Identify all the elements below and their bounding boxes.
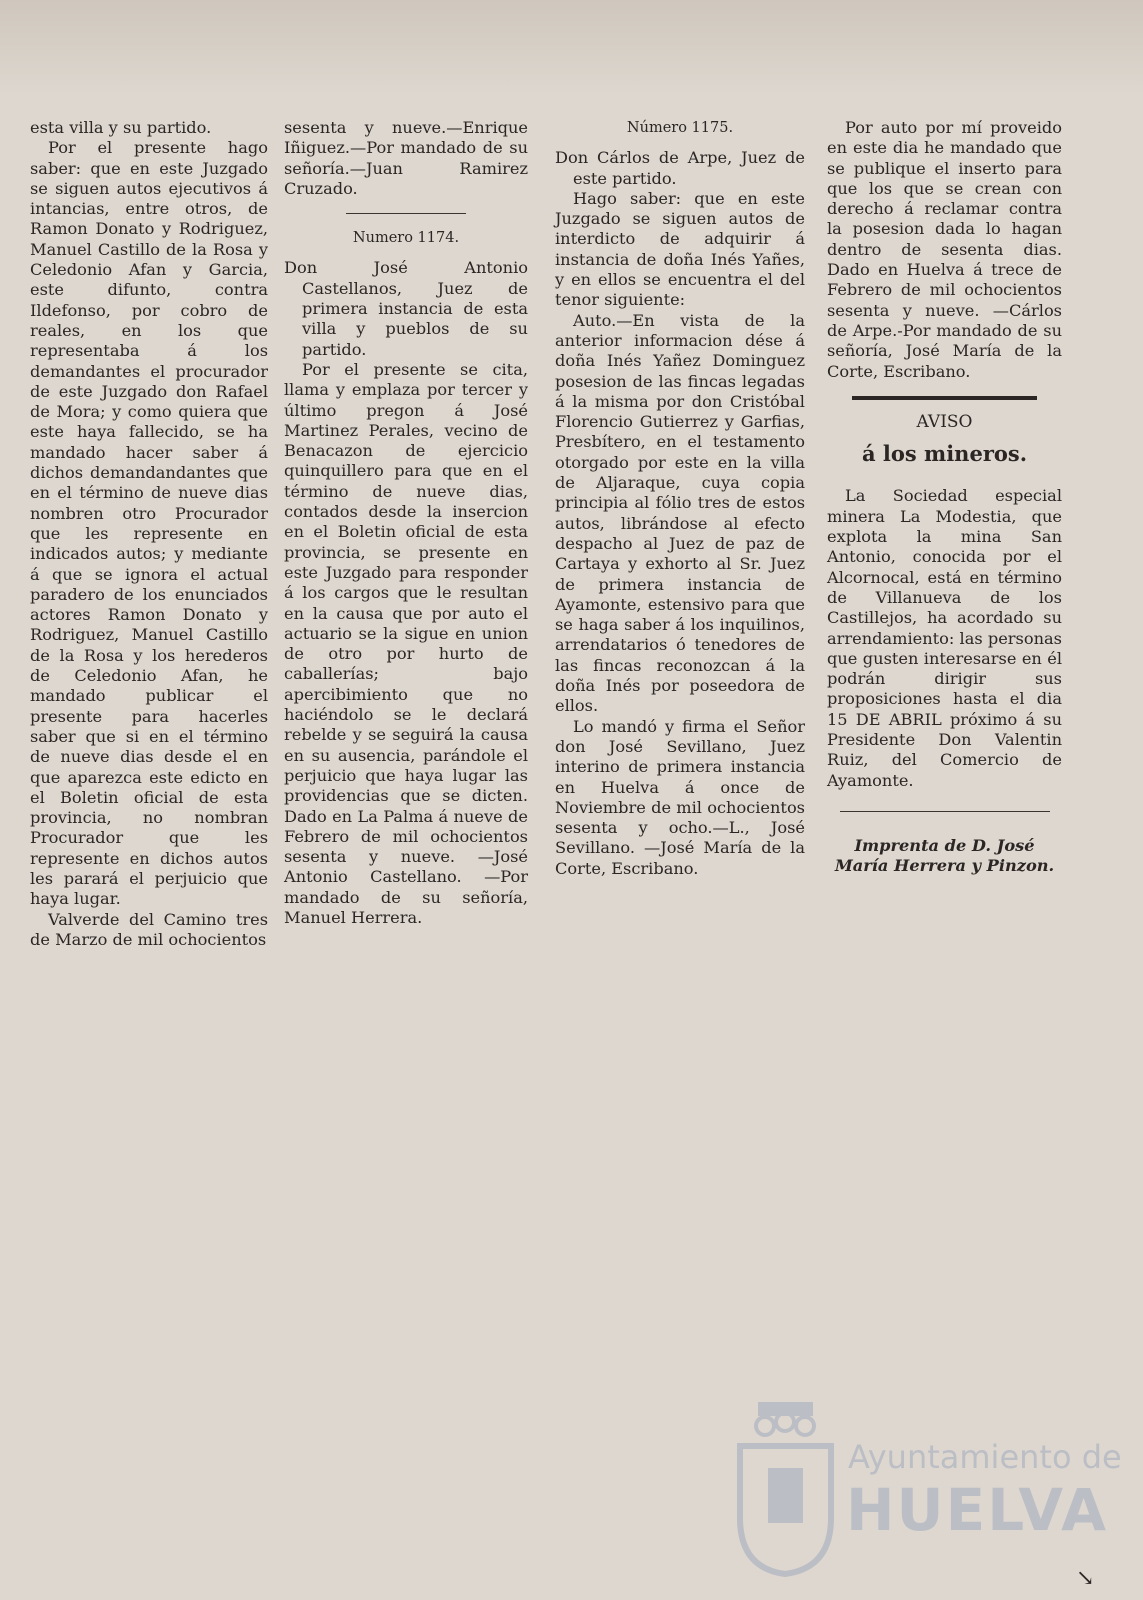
notice-number: Numero 1174. [352,230,460,247]
divider [840,811,1050,812]
paragraph: Por auto por mí proveido en este dia he mandado que se publique el inserto para que los que se crean con derecho á reclamar contra la posesion dada lo hagan dentro de sesenta dias. Dado en Huelva á trece de Febrero de mil ochocientos sesenta y nueve. —Cárlos de Arpe.-Por mandado de su señoría, José María de la Corte, Escribano. [827,118,1062,381]
page-corner-mark: ↘ [1076,1566,1095,1591]
notice-heading: Don Cárlos de Arpe, Juez de este partido. [555,148,805,188]
paragraph: Por el presente se cita, llama y emplaza por tercer y último pregon á José Martinez Perales, vecino de Benacazon de ejercicio quinquillero para que en el término de nueve dias, contados desde la insercion en el Boletin oficial de esta provincia, se presente en este Juzgado para responder á los cargos que le resultan en la causa que por auto el actuario se la sigue en union de otro por hurto de caballerías; bajo apercibimiento que no haciéndolo se le declará rebelde y se seguirá la causa en su ausencia, parándole el perjuicio que haya lugar las providencias que se dicten. Dado en La Palma á nueve de Febrero de mil ochocientos sesenta y nueve. —José Antonio Castellano. —Por mandado de su señoría, Manuel Herrera. [284,359,528,927]
divider [346,213,466,214]
column-4 [827,118,1062,877]
huelva-watermark [728,1398,1122,1578]
notice-heading: Don José Antonio Castellanos, Juez de primera instancia de esta villa y pueblos de su partido. [284,258,528,359]
paragraph: Valverde del Camino tres de Marzo de mil ochocientos [30,909,268,949]
column-2 [284,118,528,928]
divider [852,396,1037,400]
notice-number: Número 1175. [626,120,734,136]
watermark-line-2: HUELVA [846,1476,1109,1544]
crest-icon [728,1398,843,1578]
watermark-line-1: Ayuntamiento de [848,1438,1122,1476]
paragraph: Hago saber: que en este Juzgado se siguen autos de interdicto de adquirir á instancia de doña Inés Yañes, y en ellos se encuentra el del tenor siguiente: [555,188,805,310]
paragraph: La Sociedad especial minera La Modestia, que explota la mina San Antonio, conocida por el Alcornocal, está en término de Villanueva de los Castillejos, ha acordado su arrendamiento: las personas que gusten interesarse en él podrán dirigir sus proposiciones hasta el dia 15 DE ABRIL próximo á su Presidente Don Valentin Ruiz, del Comercio de Ayamonte. [827,486,1062,790]
paragraph: esta villa y su partido. [30,118,212,137]
page-top-shading [0,0,1143,95]
paragraph: Por el presente hago saber: que en este Juzgado se siguen autos ejecutivos á intancias, entre otros, de Ramon Donato y Rodriguez, Manuel Castillo de la Rosa y Celedonio Afan y Garcia, este difunto, contra Ildefonso, por cobro de reales, en los que representaba á los demandantes el procurador de este Juzgado don Rafael de Mora; y como quiera que este haya fallecido, se ha mandado hacer saber á dichos demandandantes que en el término de nueve dias nombren otro Procurador que les represente en indicados autos; y mediante á que se ignora el actual paradero de los enunciados actores Ramon Donato y Rodriguez, Manuel Castillo de la Rosa y los herederos de Celedonio Afan, he mandado publicar el presente para hacerles saber que si en el término de nueve dias desde el en que aparezca este edicto en el Boletin oficial de esta provincia, no nombran Procurador que les represente en dichos autos les parará el perjuicio que haya lugar. [30,138,268,909]
column-3 [555,118,805,879]
aviso-subtitle: á los mineros. [861,441,1028,467]
paragraph: sesenta y nueve.—Enrique Iñiguez.—Por mandado de su señoría.—Juan Ramirez Cruzado. [284,118,528,198]
paragraph: Lo mandó y firma el Señor don José Sevillano, Juez interino de primera instancia en Huelva á once de Noviembre de mil ochocientos sesenta y ocho.—L., José Sevillano. —José María de la Corte, Escribano. [555,716,805,878]
column-1 [30,118,268,950]
aviso-title: AVISO [916,411,973,432]
paragraph: Auto.—En vista de la anterior informacion dése á doña Inés Yañez Dominguez posesion de las fincas legadas á la misma por don Cristóbal Florencio Gutierrez y Garfias, Presbítero, en el testamento otorgado por este en la villa de Aljaraque, cuya copia principia al fólio tres de estos autos, librándose al efecto despacho al Juez de paz de Cartaya y exhorto al Sr. Juez de primera instancia de Ayamonte, estensivo para que se haga saber á los inquilinos, arrendatarios ó tenedores de las fincas reconozcan á la doña Inés por poseedora de ellos. [555,310,805,716]
imprint-line: Imprenta de D. José María Herrera y Pinzon. [834,835,1055,876]
